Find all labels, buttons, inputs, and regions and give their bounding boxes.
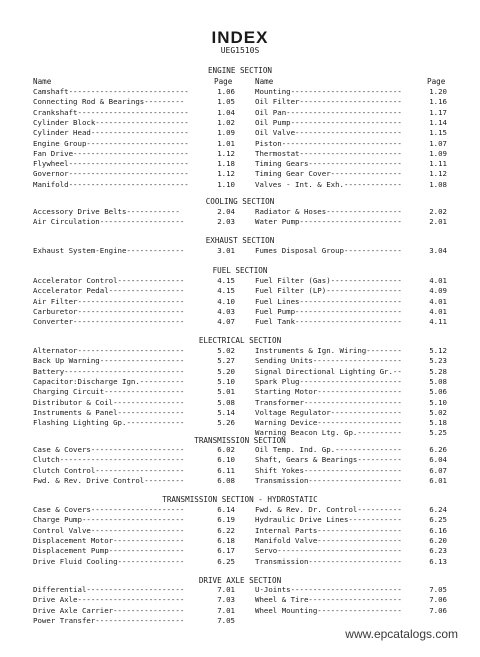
entry-name: Starting Motor------------------- — [255, 387, 402, 397]
entry-page: 1.04 — [217, 107, 235, 117]
entry-name: Charge Pump----------------------- — [33, 515, 185, 525]
entry-name: Shift Yokes---------------------- — [255, 465, 402, 475]
entry-name: Back Up Warning------------------- — [33, 356, 185, 366]
entry-page: 1.06 — [217, 87, 235, 96]
section-heading: TRANSMISSION SECTION — [194, 436, 286, 445]
entry-page: 1.18 — [217, 159, 235, 169]
entry-page: 6.16 — [429, 525, 447, 535]
entry-page: 4.07 — [217, 317, 235, 327]
section-heading: ENGINE SECTION — [207, 66, 272, 75]
entry-name: Battery--------------------------- — [33, 366, 185, 376]
section-heading: FUEL SECTION — [212, 266, 268, 275]
entry-page: 6.25 — [217, 556, 235, 566]
entry-page: 5.06 — [429, 387, 447, 397]
entry-name: Transmission--------------------- — [255, 475, 402, 485]
entry-page: 7.05 — [429, 585, 447, 594]
entry-name: Valves - Int. & Exh.------------- — [255, 179, 402, 189]
entry-page: 6.11 — [217, 465, 235, 475]
entry-name: Camshaft--------------------------- — [33, 87, 189, 96]
entry-name: Oil Filter----------------------- — [255, 97, 402, 107]
entry-name: Mounting------------------------- — [255, 87, 402, 96]
entry-name: Accessory Drive Belts------------ — [33, 207, 180, 216]
entry-name: Exhaust System-Engine------------- — [33, 246, 185, 255]
entry-name: Air Filter------------------------ — [33, 296, 185, 306]
entry-name: Fwd. & Rev. Dr. Control---------- — [255, 505, 402, 514]
entry-name: Drive Axle Carrier---------------- — [33, 605, 185, 615]
entry-page: 6.01 — [429, 475, 447, 485]
entry-page: 6.19 — [217, 515, 235, 525]
entry-page: 5.08 — [217, 397, 235, 407]
entry-name: Drive Fluid Cooling--------------- — [33, 556, 185, 566]
entry-name: Carburetor------------------------ — [33, 306, 185, 316]
entry-page: 1.14 — [429, 117, 447, 127]
entry-name: Transmission--------------------- — [255, 556, 402, 566]
entry-name: U-Joints------------------------- — [255, 585, 402, 594]
entry-name: Case & Covers--------------------- — [33, 445, 185, 454]
entry-page: 7.01 — [217, 605, 235, 615]
entry-page: 2.01 — [429, 217, 447, 227]
entry-name: Displacement Motor---------------- — [33, 535, 185, 545]
section-heading: TRANSMISSION SECTION - HYDROSTATIC — [162, 495, 318, 504]
entry-page: 1.09 — [217, 128, 235, 138]
entry-name: Wheel & Tire--------------------- — [255, 595, 402, 605]
entry-page: 4.01 — [429, 276, 447, 285]
entry-page: 6.04 — [429, 455, 447, 465]
entry-name: Warning Device------------------- — [255, 418, 402, 428]
entry-page: 7.05 — [217, 615, 235, 625]
entry-page: 6.13 — [429, 556, 447, 566]
section-heading: EXHAUST SECTION — [205, 236, 275, 245]
entry-page: 1.17 — [429, 107, 447, 117]
entry-name: Capacitor:Discharge Ign.---------- — [33, 376, 185, 386]
entry-page: 4.01 — [429, 306, 447, 316]
entry-page: 6.07 — [429, 465, 447, 475]
entry-name: Control Valve--------------------- — [33, 525, 185, 535]
right-name-header: Name — [255, 77, 274, 86]
entry-page: 7.06 — [429, 605, 447, 615]
entry-page: 6.08 — [217, 475, 235, 485]
entry-name: Fwd. & Rev. Drive Control--------- — [33, 475, 185, 485]
entry-name: Fuel Lines----------------------- — [255, 296, 402, 306]
entry-page: 5.26 — [217, 418, 235, 428]
entry-name: Clutch---------------------------- — [33, 455, 185, 465]
entry-name: Thermostat----------------------- — [255, 148, 402, 158]
entry-name: Displacement Pump----------------- — [33, 546, 185, 556]
entry-page: 2.03 — [217, 217, 235, 227]
entry-name: Manifold--------------------------- — [33, 179, 189, 189]
entry-name: Oil Pump------------------------- — [255, 117, 402, 127]
entry-page: 1.09 — [429, 148, 447, 158]
entry-page: 4.03 — [217, 306, 235, 316]
entry-name: Distributor & Coil---------------- — [33, 397, 185, 407]
entry-page: 5.18 — [429, 418, 447, 428]
entry-page: 5.20 — [217, 366, 235, 376]
entry-name: Fuel Filter (LP)----------------- — [255, 286, 402, 296]
section-heading: COOLING SECTION — [205, 197, 275, 206]
entry-page: 1.12 — [429, 169, 447, 179]
entry-name: Oil Valve------------------------ — [255, 128, 402, 138]
entry-name: Drive Axle------------------------ — [33, 595, 185, 605]
entry-page: 7.03 — [217, 595, 235, 605]
entry-page: 1.12 — [217, 148, 235, 158]
entry-page: 4.09 — [429, 286, 447, 296]
entry-page: 5.08 — [429, 376, 447, 386]
entry-page: 1.16 — [429, 97, 447, 107]
entry-page: 1.12 — [217, 169, 235, 179]
section-heading: DRIVE AXLE SECTION — [198, 576, 282, 585]
entry-name: Wheel Mounting------------------- — [255, 605, 402, 615]
entry-name: Water Pump----------------------- — [255, 217, 402, 227]
left-page-header: Page — [214, 77, 233, 86]
entry-page: 7.06 — [429, 595, 447, 605]
entry-name: Internal Parts------------------- — [255, 525, 402, 535]
entry-page: 2.02 — [429, 207, 447, 216]
entry-page: 6.10 — [217, 455, 235, 465]
entry-page: 1.02 — [217, 117, 235, 127]
entry-page: 5.10 — [429, 397, 447, 407]
entry-name: Differential---------------------- — [33, 585, 185, 594]
entry-page: 5.02 — [217, 346, 235, 355]
entry-name: Clutch Control-------------------- — [33, 465, 185, 475]
entry-page: 5.14 — [217, 407, 235, 417]
entry-page: 5.27 — [217, 356, 235, 366]
entry-page: 1.11 — [429, 159, 447, 169]
entry-page: 7.01 — [217, 585, 235, 594]
entry-name: Governor--------------------------- — [33, 169, 189, 179]
entry-name: Fuel Tank------------------------ — [255, 317, 402, 327]
entry-name: Instruments & Ign. Wiring-------- — [255, 346, 402, 355]
entry-page: 4.15 — [217, 286, 235, 296]
entry-page: 5.02 — [429, 407, 447, 417]
entry-page: 3.04 — [429, 246, 447, 255]
section-heading: ELECTRICAL SECTION — [198, 336, 282, 345]
entry-name: Instruments & Panel--------------- — [33, 407, 185, 417]
entry-page: 6.26 — [429, 445, 447, 454]
entry-name: Cylinder Block--------------------- — [33, 117, 189, 127]
entry-name: Spark Plug----------------------- — [255, 376, 402, 386]
entry-name: Radiator & Hoses----------------- — [255, 207, 402, 216]
entry-page: 3.01 — [217, 246, 235, 255]
entry-page: 4.15 — [217, 276, 235, 285]
entry-name: Shaft, Gears & Bearings---------- — [255, 455, 402, 465]
entry-name: Converter------------------------- — [33, 317, 185, 327]
entry-name: Flywheel--------------------------- — [33, 159, 189, 169]
entry-page: 1.20 — [429, 87, 447, 96]
entry-page: 4.01 — [429, 296, 447, 306]
entry-page: 6.18 — [217, 535, 235, 545]
entry-page: 5.12 — [429, 346, 447, 355]
entry-name: Alternator------------------------ — [33, 346, 185, 355]
entry-page: 1.01 — [217, 138, 235, 148]
entry-page: 1.05 — [217, 97, 235, 107]
entry-name: Piston--------------------------- — [255, 138, 402, 148]
entry-page: 4.11 — [429, 317, 447, 327]
entry-name: Flashing Lighting Gp.------------- — [33, 418, 185, 428]
entry-name: Fumes Disposal Group------------- — [255, 246, 402, 255]
document-code: UEG1510S — [220, 46, 260, 55]
entry-page: 6.22 — [217, 525, 235, 535]
entry-page: 5.25 — [429, 428, 447, 438]
entry-name: Case & Covers--------------------- — [33, 505, 185, 514]
right-page-header: Page — [427, 77, 446, 86]
entry-page: 1.15 — [429, 128, 447, 138]
entry-name: Sending Units-------------------- — [255, 356, 402, 366]
entry-name: Oil Temp. Ind. Gp.--------------- — [255, 445, 402, 454]
left-name-header: Name — [33, 77, 52, 86]
entry-page: 6.20 — [429, 535, 447, 545]
entry-name: Connecting Rod & Bearings--------- — [33, 97, 185, 107]
entry-page: 2.04 — [217, 207, 235, 216]
entry-name: Signal Directional Lighting Gr.-- — [255, 366, 402, 376]
entry-page: 4.10 — [217, 296, 235, 306]
entry-name: Timing Gear Cover---------------- — [255, 169, 402, 179]
entry-name: Charging Circuit------------------ — [33, 387, 185, 397]
entry-name: Fuel Filter (Gas)---------------- — [255, 276, 402, 285]
entry-page: 1.07 — [429, 138, 447, 148]
entry-page: 1.08 — [429, 179, 447, 189]
entry-page: 6.25 — [429, 515, 447, 525]
entry-name: Transformer---------------------- — [255, 397, 402, 407]
entry-name: Oil Pan-------------------------- — [255, 107, 402, 117]
entry-page: 6.14 — [217, 505, 235, 514]
entry-page: 6.17 — [217, 546, 235, 556]
entry-name: Air Circulation------------------- — [33, 217, 185, 227]
entry-name: Accelerator Pedal----------------- — [33, 286, 185, 296]
entry-name: Engine Group----------------------- — [33, 138, 189, 148]
entry-name: Power Transfer-------------------- — [33, 615, 185, 625]
entry-name: Voltage Regulator---------------- — [255, 407, 402, 417]
page-title: INDEX — [211, 28, 269, 47]
entry-page: 1.10 — [217, 179, 235, 189]
watermark: www.epcatalogs.com — [345, 627, 458, 641]
entry-page: 5.10 — [217, 376, 235, 386]
entry-name: Cylinder Head---------------------- — [33, 128, 189, 138]
entry-name: Manifold Valve------------------- — [255, 535, 402, 545]
entry-name: Fan Drive-------------------------- — [33, 148, 189, 158]
entry-name: Hydraulic Drive Lines------------ — [255, 515, 402, 525]
entry-page: 6.02 — [217, 445, 235, 454]
entry-name: Timing Gears--------------------- — [255, 159, 402, 169]
entry-name: Crankshaft------------------------- — [33, 107, 189, 117]
entry-page: 6.23 — [429, 546, 447, 556]
entry-page: 5.28 — [429, 366, 447, 376]
entry-name: Warning Beacon Ltg. Gp.---------- — [255, 428, 402, 438]
entry-name: Fuel Pump------------------------ — [255, 306, 402, 316]
entry-name: Accelerator Control--------------- — [33, 276, 185, 285]
entry-page: 6.24 — [429, 505, 447, 514]
entry-page: 5.01 — [217, 387, 235, 397]
entry-name: Servo---------------------------- — [255, 546, 402, 556]
entry-page: 5.23 — [429, 356, 447, 366]
